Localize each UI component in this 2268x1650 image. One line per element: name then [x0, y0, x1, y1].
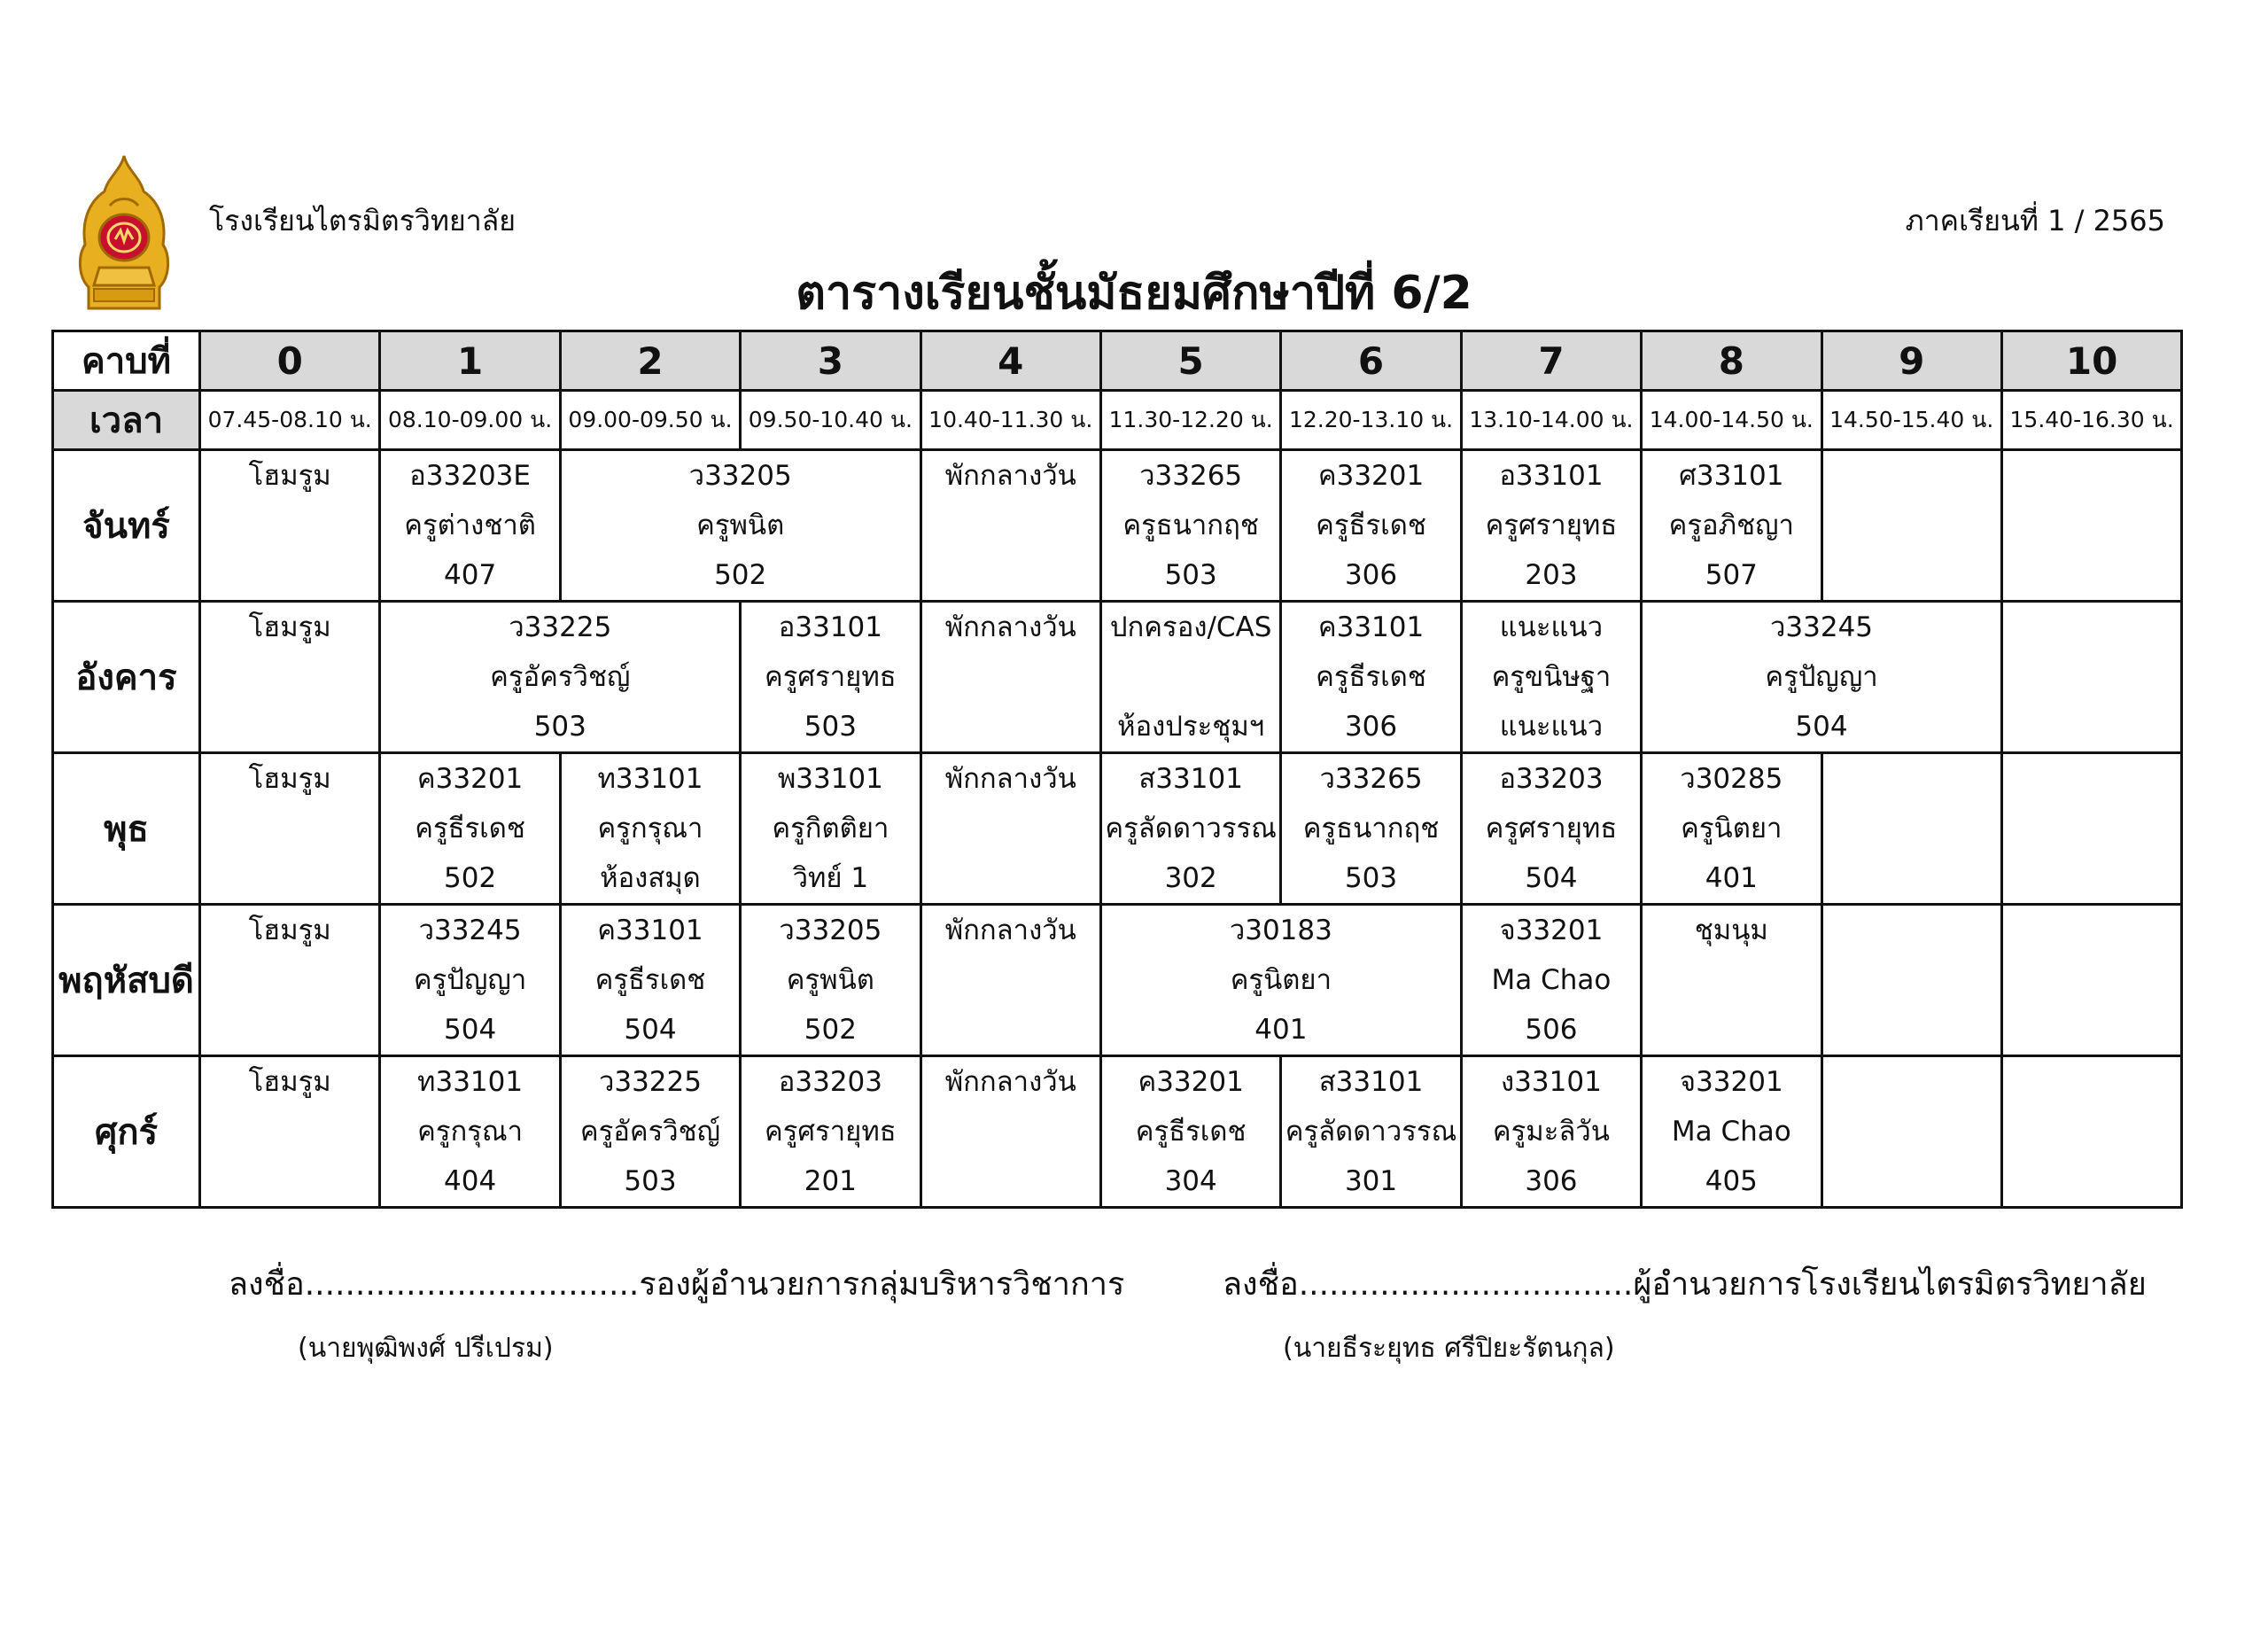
class-cell-line: ว33265 [1139, 460, 1243, 492]
period-number-cell: 3 [741, 331, 920, 391]
class-cell-line: 306 [1525, 1165, 1578, 1197]
class-cell-line: 404 [444, 1165, 497, 1197]
class-cell [560, 905, 740, 1056]
class-cell [1281, 1056, 1461, 1208]
class-cell [380, 1056, 560, 1208]
class-cell-line: ว33205 [688, 460, 792, 492]
signature-name-director: (นายธีระยุทธ ศรีปิยะรัตนกุล) [1283, 1333, 1615, 1364]
class-cell-line: 502 [804, 1014, 857, 1046]
class-cell-line: อ33203 [1499, 763, 1604, 795]
class-cell-line: ครูธนากฤช [1302, 813, 1440, 844]
signature-name-vice-director: (นายพุฒิพงศ์ ปรีเปรม) [298, 1333, 554, 1364]
class-cell-line: Ma Chao [1491, 964, 1612, 996]
class-cell-line: ส33101 [1138, 763, 1243, 795]
class-cell [741, 753, 920, 905]
class-cell-line: ท33101 [597, 763, 703, 795]
class-cell-line: ครูขนิษฐา [1491, 661, 1612, 693]
class-cell-line: ศ33101 [1679, 460, 1784, 492]
class-cell-line: ครูนิตยา [1681, 813, 1783, 844]
period-number-cell: 4 [920, 331, 1100, 391]
class-cell-line: โฮมรูม [248, 915, 331, 946]
class-cell-line [1102, 652, 1279, 702]
class-cell-line: พักกลางวัน [944, 915, 1076, 946]
class-cell [2001, 450, 2181, 602]
time-cell: 07.45-08.10 น. [200, 391, 380, 450]
class-cell-line: 301 [1344, 1165, 1398, 1197]
class-cell [741, 602, 920, 753]
class-cell [2001, 753, 2181, 905]
class-cell-line: 504 [1795, 711, 1848, 743]
class-cell [920, 450, 1100, 602]
class-cell [1821, 905, 2001, 1056]
class-cell-line: จ33201 [1679, 1066, 1783, 1098]
class-cell [2001, 905, 2181, 1056]
class-cell-line: ครูธีรเดช [594, 964, 706, 996]
class-cell-line: ครูธีรเดช [1316, 661, 1426, 693]
class-cell-line: ครูมะลิวัน [1492, 1116, 1610, 1148]
class-cell-line: 503 [1164, 559, 1217, 591]
day-row [53, 753, 2182, 905]
class-cell [1461, 905, 1641, 1056]
time-cell: 10.40-11.30 น. [920, 391, 1100, 450]
class-cell [200, 905, 380, 1056]
period-number-cell: 0 [200, 331, 380, 391]
class-cell-line: ครูลัดดาวรรณ [1285, 1116, 1457, 1148]
class-cell-line: จ33201 [1499, 915, 1604, 946]
class-cell-line: ครูปัญญา [413, 964, 527, 996]
class-cell [1281, 753, 1461, 905]
class-cell [380, 905, 560, 1056]
class-cell [560, 753, 740, 905]
class-cell [1642, 905, 1821, 1056]
class-cell-line: ว33225 [509, 611, 612, 643]
class-cell-line: อ33203E [409, 460, 531, 492]
class-cell-line: 201 [804, 1165, 857, 1197]
day-row [53, 602, 2182, 753]
class-cell [200, 1056, 380, 1208]
class-cell [560, 450, 920, 602]
class-cell-line: พ33101 [777, 763, 883, 795]
class-cell-line: ครูศรายุทธ [765, 1116, 897, 1148]
class-cell [1821, 1056, 2001, 1208]
class-cell-line: ครูธนากฤช [1122, 510, 1259, 541]
class-cell [1642, 753, 1821, 905]
class-cell [1642, 1056, 1821, 1208]
class-cell-line: ค33101 [1317, 611, 1425, 643]
time-cell: 11.30-12.20 น. [1100, 391, 1280, 450]
period-number-cell: 1 [380, 331, 560, 391]
class-cell [920, 753, 1100, 905]
class-cell-line: ครูปัญญา [1765, 661, 1878, 693]
class-cell-line: ว33245 [418, 915, 522, 946]
class-cell-line: 504 [444, 1014, 497, 1046]
signature-line-vice-director: ลงชื่อ.................................รองผู้อำนวยการกลุ่มบริหารวิชาการ [229, 1266, 1125, 1303]
class-cell-line: พักกลางวัน [944, 1066, 1076, 1098]
class-cell-line: ปกครอง/CAS [1109, 611, 1272, 643]
period-number-cell: 10 [2001, 331, 2181, 391]
class-cell-line: 304 [1164, 1165, 1217, 1197]
class-cell-line: โฮมรูม [248, 763, 331, 795]
class-cell-line: ค33101 [597, 915, 703, 946]
time-cell: 12.20-13.10 น. [1281, 391, 1461, 450]
class-cell-line: พักกลางวัน [944, 763, 1076, 795]
class-cell-line: โฮมรูม [248, 460, 331, 492]
class-cell-line: ครูศรายุทธ [765, 661, 897, 693]
class-cell-line: ครูอัครวิชญ์ [579, 1116, 721, 1148]
class-cell-line: ค33201 [1317, 460, 1425, 492]
class-cell-line: อ33101 [778, 611, 882, 643]
signature-line-director: ลงชื่อ.................................ผู้อำนวยการโรงเรียนไตรมิตรวิทยาลัย [1223, 1266, 2147, 1303]
class-cell-line: 503 [624, 1165, 677, 1197]
class-cell-line: โฮมรูม [248, 611, 331, 643]
class-cell [2001, 1056, 2181, 1208]
class-cell-line: ครูพนิต [786, 964, 874, 996]
class-cell [1461, 1056, 1641, 1208]
class-cell-line: ครูธีรเดช [1135, 1116, 1247, 1148]
time-cell: 08.10-09.00 น. [380, 391, 560, 450]
class-cell-line: ครูกรุณา [597, 813, 703, 844]
class-cell-line: ว30183 [1229, 915, 1332, 946]
time-cell: 15.40-16.30 น. [2001, 391, 2181, 450]
class-cell-line: ว30285 [1680, 763, 1783, 795]
class-cell [1281, 450, 1461, 602]
time-cell: 14.50-15.40 น. [1821, 391, 2001, 450]
day-label-cell: ศุกร์ [53, 1056, 200, 1208]
class-cell [200, 602, 380, 753]
class-cell [1461, 753, 1641, 905]
timetable [51, 330, 2183, 1209]
period-label-cell: คาบที่ [53, 331, 200, 391]
class-cell-line: ครูศรายุทธ [1485, 813, 1618, 844]
class-cell-line: พักกลางวัน [944, 460, 1076, 492]
class-cell-line: 407 [444, 559, 497, 591]
class-cell-line: 507 [1705, 559, 1758, 591]
period-number-cell: 2 [560, 331, 740, 391]
period-number-cell: 5 [1100, 331, 1280, 391]
class-cell-line: 504 [624, 1014, 677, 1046]
class-cell [1100, 1056, 1280, 1208]
class-cell [560, 1056, 740, 1208]
class-cell-line: ครูธีรเดช [415, 813, 525, 844]
class-cell-line: แนะแนว [1499, 611, 1604, 643]
class-cell [1821, 450, 2001, 602]
class-cell-line: ครูต่างชาติ [404, 510, 536, 541]
school-name: โรงเรียนไตรมิตรวิทยาลัย [209, 204, 517, 237]
class-cell [380, 753, 560, 905]
class-cell-line: ว33245 [1770, 611, 1874, 643]
period-header-row [53, 331, 2182, 391]
class-cell-line: 405 [1705, 1165, 1758, 1197]
class-cell-line: พักกลางวัน [944, 611, 1076, 643]
class-cell [1642, 602, 2002, 753]
time-cell: 09.00-09.50 น. [560, 391, 740, 450]
class-cell [920, 602, 1100, 753]
class-cell-line: ค33201 [1138, 1066, 1244, 1098]
class-cell [1461, 602, 1641, 753]
day-row [53, 450, 2182, 602]
class-cell-line: 502 [444, 862, 497, 894]
class-cell-line: อ33203 [778, 1066, 882, 1098]
class-cell-line: ครูกิตติยา [772, 813, 889, 844]
class-cell-line: ส33101 [1318, 1066, 1424, 1098]
day-label-cell: พฤหัสบดี [53, 905, 200, 1056]
class-cell [2001, 602, 2181, 753]
class-cell [920, 905, 1100, 1056]
day-label-cell: อังคาร [53, 602, 200, 753]
class-cell-line: 506 [1525, 1014, 1578, 1046]
day-row [53, 1056, 2182, 1208]
period-number-cell: 7 [1461, 331, 1641, 391]
time-cell: 14.00-14.50 น. [1642, 391, 1821, 450]
period-number-cell: 8 [1642, 331, 1821, 391]
class-cell [1100, 450, 1280, 602]
class-cell-line: 306 [1344, 711, 1398, 743]
class-cell-line: ง33101 [1501, 1066, 1602, 1098]
class-cell-line: โฮมรูม [248, 1066, 331, 1098]
class-cell-line: 401 [1705, 862, 1758, 894]
class-cell-line: ห้องสมุด [600, 862, 701, 894]
time-label-cell: เวลา [53, 391, 200, 450]
class-cell [1100, 602, 1280, 753]
class-cell-line: ท33101 [417, 1066, 524, 1098]
class-cell-line: ว33205 [779, 915, 882, 946]
class-cell [1642, 450, 1821, 602]
class-cell-line: ชุมนุม [1694, 915, 1768, 946]
day-label-cell: จันทร์ [53, 450, 200, 602]
class-cell-line: ว33225 [598, 1066, 702, 1098]
class-cell-line: ครูนิตยา [1230, 964, 1332, 996]
class-cell-line: ว33265 [1319, 763, 1423, 795]
time-cell: 13.10-14.00 น. [1461, 391, 1641, 450]
class-cell-line: 504 [1525, 862, 1578, 894]
class-cell-line: 503 [804, 711, 857, 743]
page-title: ตารางเรียนชั้นมัธยมศึกษาปีที่ 6/2 [796, 267, 1472, 320]
period-number-cell: 9 [1821, 331, 2001, 391]
class-cell-line: Ma Chao [1671, 1116, 1791, 1148]
class-cell-line: ครูกรุณา [417, 1116, 524, 1148]
class-cell-line: วิทย์ 1 [792, 862, 869, 894]
class-cell-line: 306 [1344, 559, 1398, 591]
class-cell-line: ครูอัครวิชญ์ [490, 661, 631, 693]
class-cell-line: 503 [533, 711, 586, 743]
class-cell [380, 602, 741, 753]
day-label-cell: พุธ [53, 753, 200, 905]
class-cell-line: ครูศรายุทธ [1485, 510, 1618, 541]
class-cell-line: 203 [1525, 559, 1578, 591]
class-cell-line: 401 [1254, 1014, 1308, 1046]
class-cell-line: 502 [714, 559, 767, 591]
class-cell [1100, 753, 1280, 905]
class-cell-line: ห้องประชุมฯ [1117, 711, 1265, 743]
class-cell [380, 450, 560, 602]
class-cell-line: 503 [1344, 862, 1398, 894]
time-cell: 09.50-10.40 น. [741, 391, 920, 450]
class-cell-line: อ33101 [1499, 460, 1604, 492]
class-cell [200, 753, 380, 905]
class-cell-line: 302 [1164, 862, 1217, 894]
time-row [53, 391, 2182, 450]
class-cell-line: ครูธีรเดช [1316, 510, 1426, 541]
class-cell-line: แนะแนว [1499, 711, 1604, 743]
class-cell [741, 905, 920, 1056]
class-cell [1821, 753, 2001, 905]
class-cell-line: ครูลัดดาวรรณ [1105, 813, 1277, 844]
class-cell [1461, 450, 1641, 602]
class-cell [920, 1056, 1100, 1208]
day-row [53, 905, 2182, 1056]
class-cell [1281, 602, 1461, 753]
semester-label: ภาคเรียนที่ 1 / 2565 [1905, 204, 2165, 237]
class-cell-line: ครูอภิชญา [1668, 510, 1794, 541]
class-cell [1100, 905, 1461, 1056]
period-number-cell: 6 [1281, 331, 1461, 391]
class-cell [200, 450, 380, 602]
class-cell-line: ค33201 [416, 763, 524, 795]
class-cell-line: ครูพนิต [696, 510, 785, 541]
class-cell [741, 1056, 920, 1208]
